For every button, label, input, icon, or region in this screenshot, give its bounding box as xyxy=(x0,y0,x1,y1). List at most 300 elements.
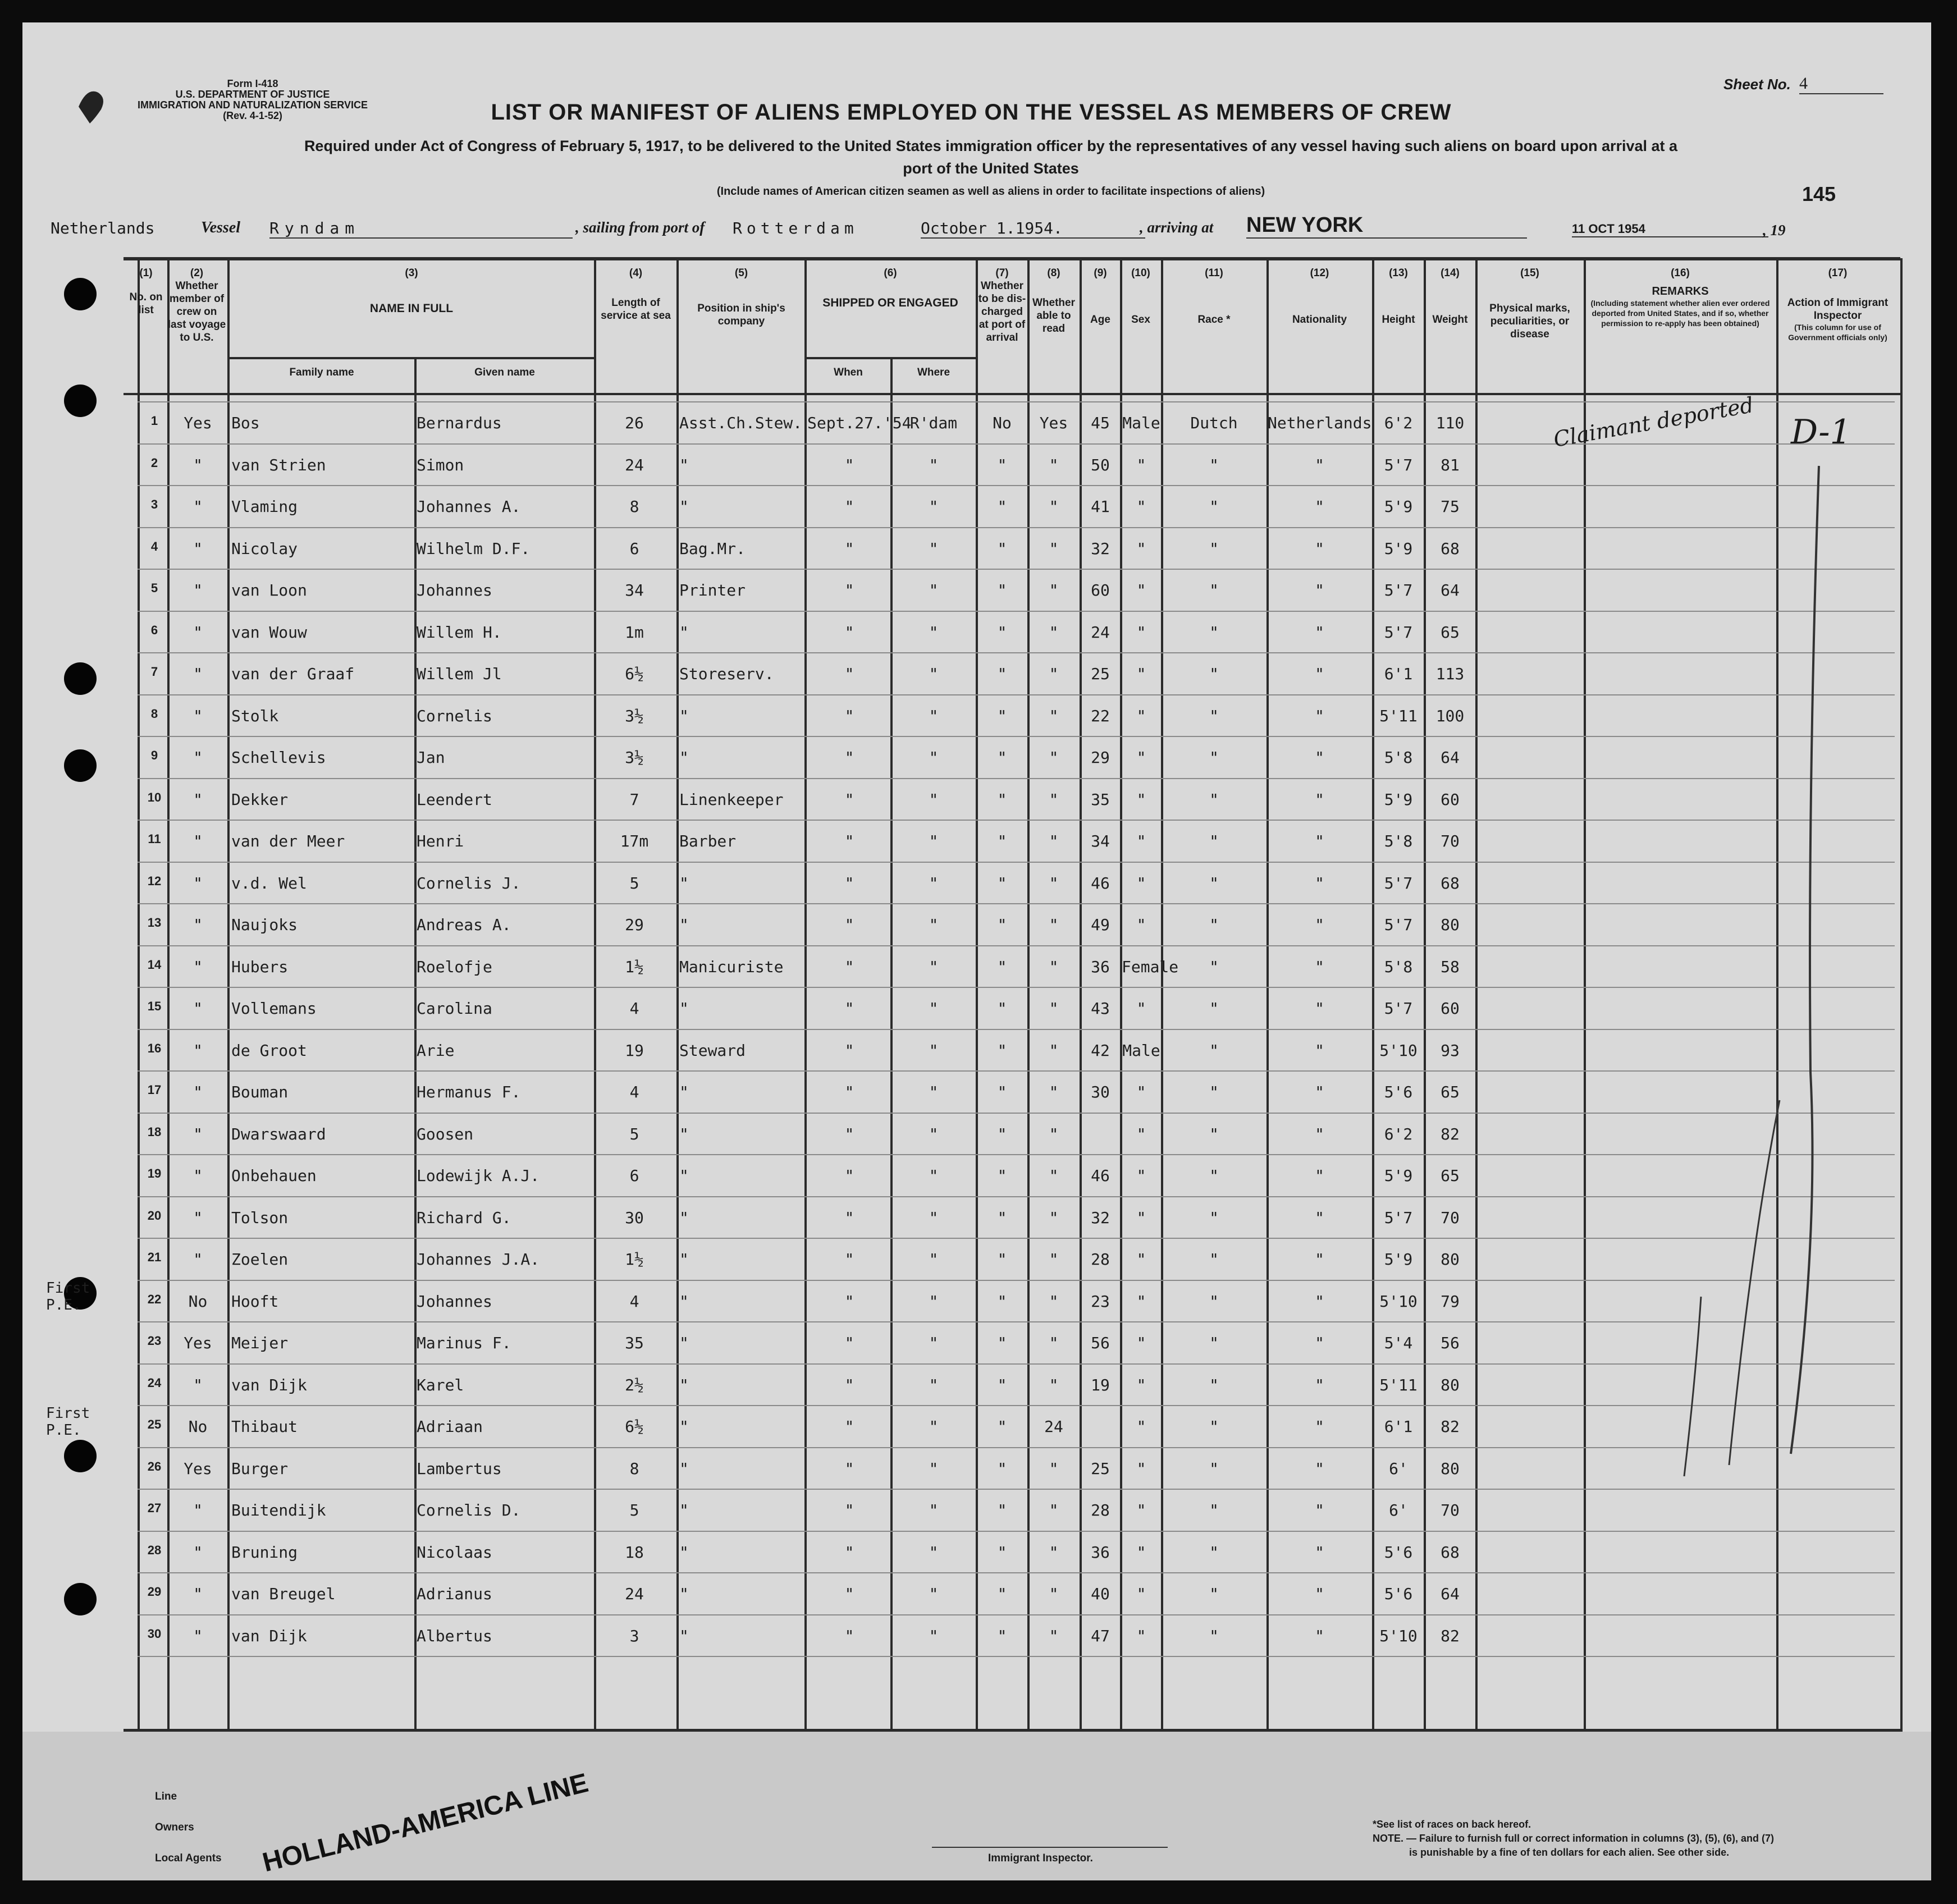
row-service: 6 xyxy=(629,1166,639,1185)
row-position: " xyxy=(679,497,689,516)
row-can-read: " xyxy=(1049,706,1059,725)
row-weight: 82 xyxy=(1441,1417,1460,1436)
row-when: " xyxy=(844,1166,854,1185)
row-rule xyxy=(138,611,1895,612)
punch-hole xyxy=(64,1440,97,1472)
row-when: " xyxy=(844,1459,854,1478)
row-nationality: " xyxy=(1315,1083,1324,1101)
subtitle-2: port of the United States xyxy=(903,160,1079,177)
row-prev-voyage: " xyxy=(193,1543,203,1562)
row-service: 8 xyxy=(629,1459,639,1478)
row-where: " xyxy=(929,1626,939,1645)
row-no: 26 xyxy=(147,1459,162,1473)
row-service: 1½ xyxy=(625,957,644,976)
row-position: Manicuriste xyxy=(679,957,784,976)
row-given-name: Cornelis J. xyxy=(417,873,521,893)
row-discharged: " xyxy=(997,706,1007,725)
row-service: 30 xyxy=(625,1208,644,1227)
row-race: Dutch xyxy=(1190,414,1238,432)
col-7-header xyxy=(977,267,1027,344)
col-15-num: (15) xyxy=(1520,267,1539,279)
row-family-name: Stolk xyxy=(231,706,279,725)
row-prev-voyage: " xyxy=(193,455,203,474)
row-family-name: Burger xyxy=(231,1459,289,1478)
row-weight: 56 xyxy=(1441,1334,1460,1352)
row-sex: Male xyxy=(1122,414,1160,432)
row-where: " xyxy=(929,1417,939,1436)
row-position: " xyxy=(679,1626,689,1645)
row-when: " xyxy=(844,1292,854,1311)
row-discharged: " xyxy=(997,497,1007,516)
row-age: 36 xyxy=(1091,957,1110,976)
row-nationality: " xyxy=(1315,748,1324,767)
row-where: " xyxy=(929,1124,939,1143)
row-rule xyxy=(138,443,1895,445)
row-when: " xyxy=(844,706,854,725)
row-discharged: " xyxy=(997,1334,1007,1352)
row-service: 3½ xyxy=(625,748,644,767)
row-height: 5'6 xyxy=(1384,1543,1413,1562)
row-where: " xyxy=(929,999,939,1018)
row-where: " xyxy=(929,455,939,474)
row-prev-voyage: " xyxy=(193,1208,203,1227)
row-position: " xyxy=(679,455,689,474)
row-when: " xyxy=(844,916,854,934)
row-where: " xyxy=(929,1543,939,1562)
row-margin-note: First P.E. xyxy=(46,1279,90,1313)
row-given-name: Johannes xyxy=(417,581,492,599)
row-prev-voyage: " xyxy=(193,1501,203,1519)
arrival-port: NEW YORK xyxy=(1246,213,1527,239)
row-position: " xyxy=(679,916,689,934)
row-when: " xyxy=(844,1585,854,1603)
col-3-header xyxy=(229,267,594,315)
row-can-read: " xyxy=(1049,665,1059,683)
row-weight: 80 xyxy=(1441,916,1460,934)
row-no: 25 xyxy=(147,1417,162,1431)
row-race: " xyxy=(1209,748,1219,767)
row-nationality: " xyxy=(1315,1585,1324,1603)
row-can-read: " xyxy=(1049,1124,1059,1143)
col-11-header xyxy=(1162,267,1266,326)
row-nationality: " xyxy=(1315,581,1324,599)
col-10-label: Sex xyxy=(1131,314,1150,326)
row-prev-voyage: " xyxy=(193,957,203,976)
row-rule xyxy=(138,1405,1895,1406)
row-can-read: " xyxy=(1049,1334,1059,1352)
row-position: " xyxy=(679,706,689,725)
row-where: " xyxy=(929,873,939,893)
line-label: Line xyxy=(155,1791,177,1802)
row-prev-voyage: " xyxy=(193,916,203,934)
row-prev-voyage: No xyxy=(188,1292,208,1311)
row-no: 18 xyxy=(147,1124,162,1139)
row-race: " xyxy=(1209,873,1219,893)
row-discharged: " xyxy=(997,539,1007,558)
row-age: 43 xyxy=(1091,999,1110,1018)
row-height: 5'8 xyxy=(1384,748,1413,767)
row-rule xyxy=(138,862,1895,863)
row-family-name: van Dijk xyxy=(231,1626,307,1645)
row-age: 22 xyxy=(1091,706,1110,725)
col-2-num: (2) xyxy=(190,267,204,279)
col-4-num: (4) xyxy=(629,267,643,279)
row-given-name: Johannes xyxy=(417,1292,492,1311)
row-height: 5'6 xyxy=(1384,1083,1413,1101)
row-where: " xyxy=(929,497,939,516)
inspector-signature-line xyxy=(932,1847,1168,1848)
row-family-name: Nicolay xyxy=(231,539,298,558)
row-nationality: " xyxy=(1315,1292,1324,1311)
row-sex: " xyxy=(1136,1585,1146,1603)
agency-line-1: U.S. DEPARTMENT OF JUSTICE xyxy=(175,89,330,100)
row-when: " xyxy=(844,455,854,474)
row-when: " xyxy=(844,539,854,558)
row-rule xyxy=(138,569,1895,570)
row-nationality: " xyxy=(1315,1041,1324,1060)
row-discharged: " xyxy=(997,916,1007,934)
row-when: " xyxy=(844,581,854,599)
row-nationality: " xyxy=(1315,706,1324,725)
row-family-name: Hooft xyxy=(231,1292,279,1311)
row-discharged: " xyxy=(997,873,1007,893)
row-position: " xyxy=(679,1585,689,1603)
col-2-header xyxy=(167,267,226,344)
row-prev-voyage: " xyxy=(193,1124,203,1143)
row-given-name: Johannes J.A. xyxy=(417,1250,540,1269)
row-can-read: 24 xyxy=(1044,1417,1063,1436)
col-14-num: (14) xyxy=(1441,267,1460,279)
row-when: " xyxy=(844,1501,854,1519)
row-no: 16 xyxy=(147,1041,162,1055)
row-service: 7 xyxy=(629,790,639,809)
col-12-num: (12) xyxy=(1310,267,1329,279)
row-family-name: van Strien xyxy=(231,455,326,474)
row-age: 50 xyxy=(1091,455,1110,474)
row-can-read: " xyxy=(1049,1166,1059,1185)
col-17-num: (17) xyxy=(1828,267,1848,279)
row-height: 5'7 xyxy=(1384,916,1413,934)
note-line-1: NOTE. — Failure to furnish full or correct information in columns (3), (5), (6), and (7) xyxy=(1373,1833,1775,1844)
col-12-label: Nationality xyxy=(1292,314,1347,326)
row-where: " xyxy=(929,665,939,683)
row-weight: 93 xyxy=(1441,1041,1460,1060)
column-rule xyxy=(1584,258,1586,1732)
row-given-name: Goosen xyxy=(417,1124,474,1143)
row-weight: 80 xyxy=(1441,1375,1460,1394)
row-where: " xyxy=(929,748,939,767)
row-nationality: " xyxy=(1315,873,1324,893)
col-2-label: Whether member of crew on last voyage to U.S. xyxy=(167,280,226,344)
row-race: " xyxy=(1209,455,1219,474)
row-no: 10 xyxy=(147,790,162,804)
row-family-name: van Breugel xyxy=(231,1585,336,1603)
row-given-name: Willem H. xyxy=(417,623,502,642)
row-position: Bag.Mr. xyxy=(679,539,746,558)
row-service: 5 xyxy=(629,1124,639,1143)
row-service: 17m xyxy=(620,832,649,850)
row-nationality: " xyxy=(1315,999,1324,1018)
row-no: 22 xyxy=(147,1292,162,1306)
row-prev-voyage: " xyxy=(193,1250,203,1269)
row-age: 46 xyxy=(1091,873,1110,893)
name-subheader-rule xyxy=(229,357,594,359)
row-race: " xyxy=(1209,1334,1219,1352)
departure-date: October 1.1954. xyxy=(921,219,1145,239)
col-5-label: Position in ship's company xyxy=(697,303,785,327)
arriving-label: , arriving at xyxy=(1140,219,1214,236)
row-sex: " xyxy=(1136,1292,1146,1311)
row-can-read: " xyxy=(1049,1083,1059,1101)
row-prev-voyage: Yes xyxy=(184,1459,212,1478)
row-prev-voyage: " xyxy=(193,999,203,1018)
row-age: 41 xyxy=(1091,497,1110,516)
row-age: 35 xyxy=(1091,790,1110,809)
subtitle-3: (Include names of American citizen seamen as well as aliens in order to facilitate inspections of aliens) xyxy=(716,185,1265,198)
row-sex: " xyxy=(1136,916,1146,934)
row-sex: " xyxy=(1136,1124,1146,1143)
row-position: " xyxy=(679,1459,689,1478)
col-9-label: Age xyxy=(1090,314,1110,326)
row-nationality: " xyxy=(1315,916,1324,934)
row-prev-voyage: " xyxy=(193,1375,203,1394)
owners-label: Owners xyxy=(155,1821,194,1833)
row-no: 29 xyxy=(147,1585,162,1599)
row-height: 5'7 xyxy=(1384,1208,1413,1227)
row-nationality: " xyxy=(1315,1626,1324,1645)
row-family-name: v.d. Wel xyxy=(231,873,307,893)
col-16-num: (16) xyxy=(1671,267,1690,279)
row-nationality: " xyxy=(1315,1334,1324,1352)
row-discharged: " xyxy=(997,1375,1007,1394)
row-sex: " xyxy=(1136,748,1146,767)
row-family-name: van Dijk xyxy=(231,1375,307,1394)
row-when: " xyxy=(844,832,854,850)
flag-country: Netherlands xyxy=(51,219,155,237)
name-subheader-rule xyxy=(806,357,976,359)
page-number: 145 xyxy=(1802,182,1836,205)
row-position: Storeserv. xyxy=(679,665,774,683)
row-position: " xyxy=(679,1375,689,1394)
row-rule xyxy=(138,1572,1895,1573)
row-height: 6' xyxy=(1389,1459,1408,1478)
row-service: 3½ xyxy=(625,706,644,725)
row-service: 6½ xyxy=(625,665,644,683)
row-can-read: Yes xyxy=(1039,414,1068,432)
col-5-header xyxy=(678,267,804,328)
punch-hole xyxy=(64,385,97,417)
row-race: " xyxy=(1209,1501,1219,1519)
row-sex: " xyxy=(1136,1250,1146,1269)
departure-port: Rotterdam xyxy=(733,219,858,237)
row-position: " xyxy=(679,623,689,642)
row-sex: " xyxy=(1136,873,1146,893)
row-service: 34 xyxy=(625,581,644,599)
row-rule xyxy=(138,778,1895,779)
row-rule xyxy=(138,1531,1895,1532)
row-where: " xyxy=(929,1501,939,1519)
row-where: " xyxy=(929,539,939,558)
row-service: 5 xyxy=(629,1501,639,1519)
row-family-name: van Wouw xyxy=(231,623,307,642)
col-1-header xyxy=(126,267,166,317)
col-8-header xyxy=(1028,267,1079,335)
row-nationality: " xyxy=(1315,539,1324,558)
row-position: " xyxy=(679,1124,689,1143)
row-family-name: Schellevis xyxy=(231,748,326,767)
row-weight: 68 xyxy=(1441,1543,1460,1562)
row-given-name: Lambertus xyxy=(417,1459,502,1478)
row-sex: " xyxy=(1136,706,1146,725)
row-weight: 65 xyxy=(1441,1166,1460,1185)
row-family-name: van der Meer xyxy=(231,832,345,850)
col-4-label: Length of service at sea xyxy=(601,297,671,322)
col-3-num: (3) xyxy=(405,267,418,279)
row-no: 12 xyxy=(147,873,162,888)
row-discharged: " xyxy=(997,1585,1007,1603)
row-no: 19 xyxy=(147,1166,162,1180)
row-rule xyxy=(138,527,1895,528)
row-weight: 113 xyxy=(1435,665,1465,683)
row-when: " xyxy=(844,1083,854,1101)
row-age: 28 xyxy=(1091,1501,1110,1519)
row-can-read: " xyxy=(1049,1292,1059,1311)
row-when: " xyxy=(844,1041,854,1060)
manifest-sheet xyxy=(22,22,1931,1880)
row-when: " xyxy=(844,957,854,976)
row-race: " xyxy=(1209,539,1219,558)
row-sex: " xyxy=(1136,1501,1146,1519)
row-position: Printer xyxy=(679,581,746,599)
row-discharged: " xyxy=(997,1166,1007,1185)
col-6-where-header: Where xyxy=(917,367,950,378)
row-weight: 70 xyxy=(1441,1501,1460,1519)
row-discharged: " xyxy=(997,455,1007,474)
column-rule xyxy=(594,258,596,1732)
row-given-name: Leendert xyxy=(417,790,492,809)
row-rule xyxy=(138,1154,1895,1155)
row-race: " xyxy=(1209,957,1219,976)
row-no: 23 xyxy=(147,1334,162,1348)
row-nationality: " xyxy=(1315,1501,1324,1519)
row-discharged: " xyxy=(997,581,1007,599)
row-no: 7 xyxy=(150,665,158,679)
row-weight: 68 xyxy=(1441,539,1460,558)
row-position: " xyxy=(679,1543,689,1562)
row-when: " xyxy=(844,1543,854,1562)
row-rule xyxy=(138,401,1895,402)
row-given-name: Adrianus xyxy=(417,1585,492,1603)
sheet-no-value: 4 xyxy=(1799,74,1883,94)
row-position: " xyxy=(679,873,689,893)
row-can-read: " xyxy=(1049,1501,1059,1519)
row-family-name: Bouman xyxy=(231,1083,289,1101)
row-rule xyxy=(138,694,1895,695)
col-15-label: Physical marks, peculiarities, or disease xyxy=(1489,303,1570,340)
row-age: 30 xyxy=(1091,1083,1110,1101)
col-10-num: (10) xyxy=(1131,267,1150,279)
races-note: *See list of races on back hereof. xyxy=(1373,1819,1531,1830)
punch-hole xyxy=(64,662,97,695)
row-when: Sept.27.'54 xyxy=(807,414,912,432)
row-height: 5'9 xyxy=(1384,1250,1413,1269)
col-6-num: (6) xyxy=(884,267,897,279)
row-when: " xyxy=(844,497,854,516)
row-nationality: " xyxy=(1315,1375,1324,1394)
row-age: 56 xyxy=(1091,1334,1110,1352)
row-weight: 60 xyxy=(1441,790,1460,809)
col-14-label: Weight xyxy=(1432,314,1468,326)
row-no: 2 xyxy=(150,455,158,470)
row-weight: 58 xyxy=(1441,957,1460,976)
row-service: 1m xyxy=(625,623,644,642)
row-race: " xyxy=(1209,1585,1219,1603)
row-rule xyxy=(138,1363,1895,1365)
agency-line-2: IMMIGRATION AND NATURALIZATION SERVICE xyxy=(138,99,368,111)
row-height: 5'6 xyxy=(1384,1585,1413,1603)
row-age: 49 xyxy=(1091,916,1110,934)
row-nationality: " xyxy=(1315,1124,1324,1143)
arrival-date-stamp: 11 OCT 1954 xyxy=(1572,222,1768,237)
row-prev-voyage: Yes xyxy=(184,414,212,432)
manifest-title: LIST OR MANIFEST OF ALIENS EMPLOYED ON THE VESSEL AS MEMBERS OF CREW xyxy=(491,100,1452,125)
row-discharged: " xyxy=(997,957,1007,976)
row-discharged: " xyxy=(997,1459,1007,1478)
row-discharged: " xyxy=(997,790,1007,809)
row-nationality: " xyxy=(1315,665,1324,683)
row-rule xyxy=(138,820,1895,821)
row-given-name: Jan xyxy=(417,748,445,767)
row-age: 25 xyxy=(1091,1459,1110,1478)
row-rule xyxy=(138,1280,1895,1281)
row-nationality: " xyxy=(1315,832,1324,850)
row-nationality: " xyxy=(1315,455,1324,474)
row-no: 24 xyxy=(147,1375,162,1390)
row-prev-voyage: " xyxy=(193,1083,203,1101)
row-sex: " xyxy=(1136,999,1146,1018)
row-weight: 79 xyxy=(1441,1292,1460,1311)
punch-hole xyxy=(64,1583,97,1615)
row-where: " xyxy=(929,1208,939,1227)
row-height: 6' xyxy=(1389,1501,1408,1519)
row-when: " xyxy=(844,1375,854,1394)
row-sex: " xyxy=(1136,1208,1146,1227)
form-id: Form I-418 xyxy=(227,78,278,89)
row-service: 6½ xyxy=(625,1417,644,1436)
row-given-name: Andreas A. xyxy=(417,916,511,934)
row-prev-voyage: " xyxy=(193,623,203,642)
row-where: R'dam xyxy=(909,414,958,432)
row-given-name: Marinus F. xyxy=(417,1334,511,1352)
row-race: " xyxy=(1209,1626,1219,1645)
col-3-given-header: Given name xyxy=(474,367,535,378)
row-weight: 70 xyxy=(1441,1208,1460,1227)
row-age: 36 xyxy=(1091,1543,1110,1562)
row-family-name: Buitendijk xyxy=(231,1501,326,1519)
row-no: 6 xyxy=(150,623,158,637)
row-age: 46 xyxy=(1091,1166,1110,1185)
row-family-name: Bruning xyxy=(231,1543,298,1562)
row-race: " xyxy=(1209,1124,1219,1143)
row-race: " xyxy=(1209,1417,1219,1436)
row-sex: " xyxy=(1136,455,1146,474)
row-height: 6'2 xyxy=(1384,1124,1413,1143)
row-weight: 82 xyxy=(1441,1626,1460,1645)
row-given-name: Nicolaas xyxy=(417,1543,492,1562)
row-age: 29 xyxy=(1091,748,1110,767)
row-can-read: " xyxy=(1049,1250,1059,1269)
row-position: " xyxy=(679,1208,689,1227)
